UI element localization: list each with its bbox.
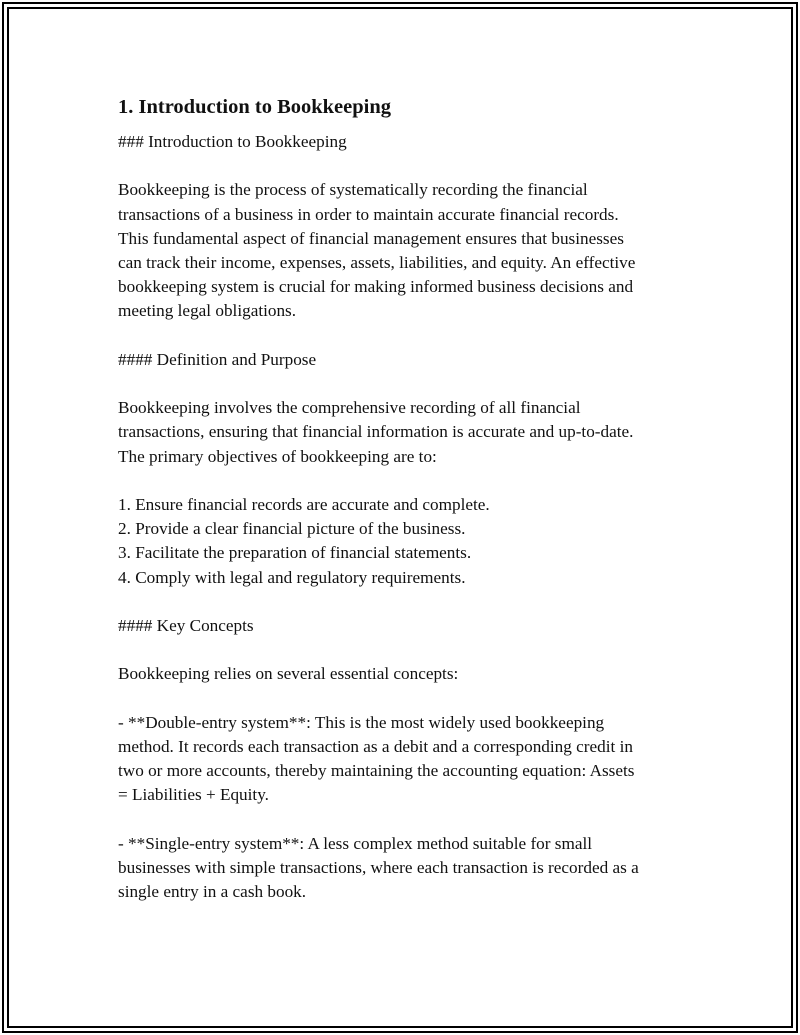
blank-line <box>118 469 688 493</box>
text-line: 3. Facilitate the preparation of financial statements. <box>118 543 472 563</box>
text-line: method. It records each transaction as a debit and a corresponding credit in <box>118 736 633 756</box>
text-line: meeting legal obligations. <box>118 301 297 321</box>
text-line: can track their income, expenses, assets, liabilities, and equity. An effective <box>118 253 636 272</box>
text-line: #### Definition and Purpose <box>118 349 317 369</box>
text-line: Bookkeeping relies on several essential concepts: <box>118 664 459 684</box>
text-line: - **Double-entry system**: This is the most widely used bookkeeping <box>118 712 605 732</box>
blank-line <box>118 687 688 711</box>
text-line: transactions, ensuring that financial information is accurate and up-to-date. <box>118 422 634 442</box>
text-line: Bookkeeping involves the comprehensive recording of all financial <box>118 398 581 418</box>
text-line: 4. Comply with legal and regulatory requirements. <box>118 567 466 587</box>
text-line: two or more accounts, thereby maintaining the accounting equation: Assets <box>118 761 635 781</box>
text-line: transactions of a business in order to maintain accurate financial records. <box>118 204 619 224</box>
text-line: 1. Ensure financial records are accurate and complete. <box>118 494 490 514</box>
text-line: Bookkeeping is the process of systematically recording the financial <box>118 180 588 200</box>
document-title: 1. Introduction to Bookkeeping <box>118 96 392 118</box>
text-line: #### Key Concepts <box>118 615 254 635</box>
blank-line <box>118 324 688 348</box>
blank-line <box>118 638 688 662</box>
blank-line <box>118 372 688 396</box>
blank-line <box>118 590 688 614</box>
text-line: ### Introduction to Bookkeeping <box>118 132 347 151</box>
blank-line <box>118 808 688 832</box>
text-line: single entry in a cash book. <box>118 882 307 902</box>
blank-line <box>118 154 688 178</box>
document-text <box>118 130 688 904</box>
text-line: This fundamental aspect of financial management ensures that businesses <box>118 228 624 248</box>
text-line: The primary objectives of bookkeeping are to: <box>118 446 437 466</box>
text-line: bookkeeping system is crucial for making informed business decisions and <box>118 277 634 297</box>
text-line: - **Single-entry system**: A less complex method suitable for small <box>118 833 593 853</box>
document-body <box>118 94 688 904</box>
text-line: businesses with simple transactions, where each transaction is recorded as a <box>118 857 639 877</box>
text-line: 2. Provide a clear financial picture of the business. <box>118 519 466 539</box>
text-line: = Liabilities + Equity. <box>118 785 269 805</box>
